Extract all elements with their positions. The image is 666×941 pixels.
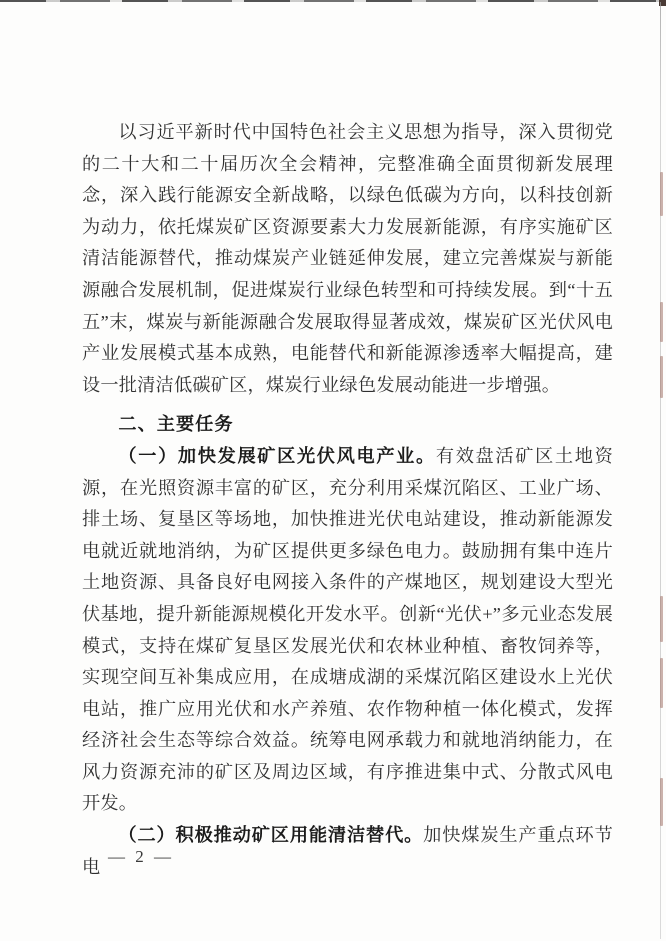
- scan-edge-mark: [660, 596, 663, 642]
- scan-edge-mark: [660, 172, 663, 216]
- scan-edge-mark: [660, 658, 663, 708]
- bold-run: 二、主要任务: [118, 414, 234, 435]
- bold-run: （二）积极推动矿区用能清洁替代。: [118, 825, 424, 846]
- scan-edge-mark: [660, 356, 663, 398]
- paragraph: [82, 117, 613, 401]
- text-run: 加快煤炭生产重点环节电: [82, 825, 613, 877]
- text-run: 有效盘活矿区土地资源，在光照资源丰富的矿区，充分利用采煤沉陷区、工业广场、排土场、复垦区等场地，加快推进光伏电站建设，推动新能源发电就近就地消纳，为矿区提供更多绿色电力。鼓励拥有集中连片土地资源、具备良好电网接入条件的产煤地区，规划建设大型光伏基地，提升新能源规模化开发水平。创新“光伏+”多元业态发展模式，支持在煤矿复垦区发展光伏和农林业种植、畜牧饲养等，实现空间互补集成应用，在成塘成湖的采煤沉陷区建设水上光伏电站，推广应用光伏和水产养殖、农作物种植一体化模式，发挥经济社会生态等综合效益。统筹电网承载力和就地消纳能力，在风力资源充沛的矿区及周边区域，有序推进集中式、分散式风电开发。: [82, 445, 613, 814]
- paragraph: [82, 441, 613, 820]
- text-run: 以习近平新时代中国特色社会主义思想为指导，深入贯彻党的二十大和二十届历次全会精神，完整准确全面贯彻新发展理念，深入践行能源安全新战略，以绿色低碳为方向，以科技创新为动力，依托煤炭矿区资源要素大力发展新能源，有序实施矿区清洁能源替代，推动煤炭产业链延伸发展，建立完善煤炭与新能源融合发展机制，促进煤炭行业绿色转型和可持续发展。到“十五五”末，煤炭与新能源融合发展取得显著成效，煤炭矿区光伏风电产业发展模式基本成熟，电能替代和新能源渗透率大幅提高，建设一批清洁低碳矿区，煤炭行业绿色发展动能进一步增强。: [82, 122, 613, 395]
- page-number: — 2 —: [108, 847, 174, 866]
- section-heading: [82, 409, 613, 441]
- scan-top-edge-line: [0, 0, 666, 2]
- scan-edge-mark: [660, 302, 663, 342]
- document-body: [82, 117, 613, 883]
- scan-edge-mark: [660, 778, 663, 826]
- bold-run: （一）加快发展矿区光伏风电产业。: [118, 445, 436, 466]
